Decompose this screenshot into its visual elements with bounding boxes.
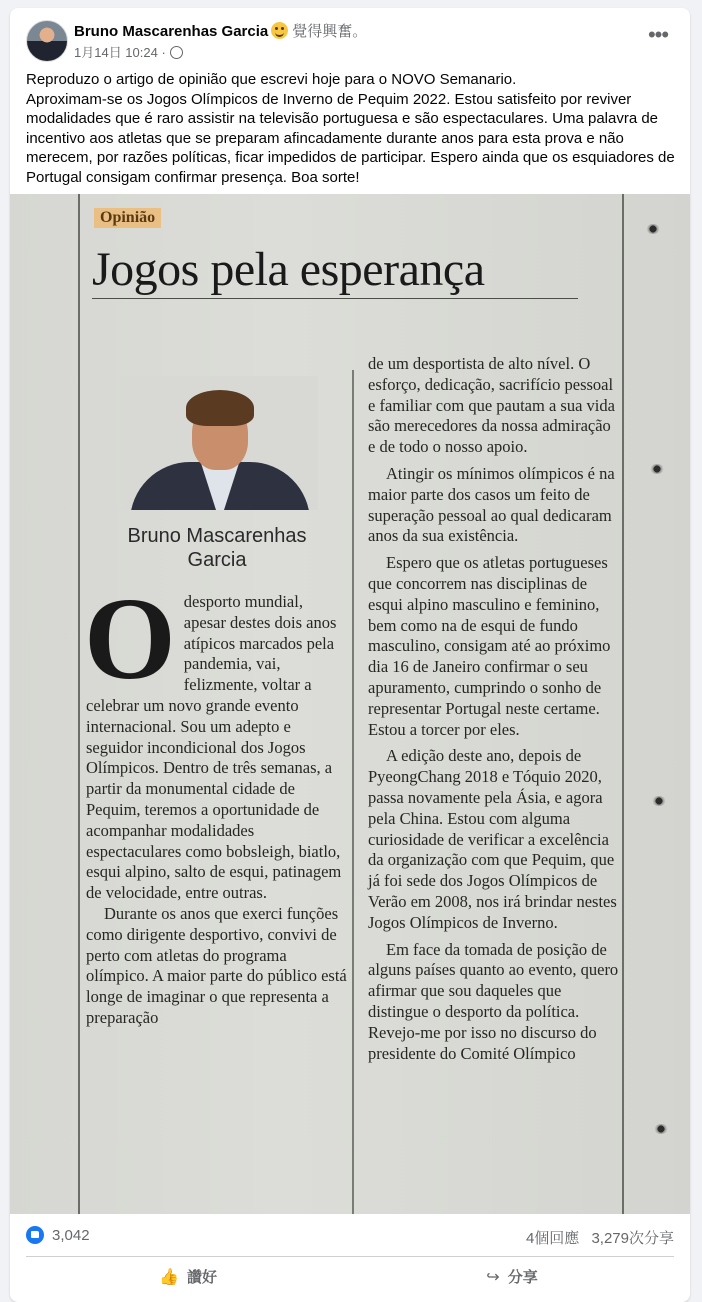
- author-name[interactable]: Bruno Mascarenhas Garcia: [74, 23, 269, 40]
- post-paragraph-2: Aproximam-se os Jogos Olímpicos de Inverno de Pequim 2022. Estou satisfeito por reviver modalidades que é raro assistir na televisão portuguesa e são espectaculares. Uma palavra de incentivo aos atletas que se preparam afincadamente durante anos para esta prova e não merecem, por razões políticas, ficar impedidos de participar. Espero ainda que os esquiadores de Portugal consigam confirmar presença. Boa sorte!: [26, 90, 675, 186]
- action-bar: [26, 1260, 674, 1296]
- article-paragraph: A edição deste ano, depois de PyeongChang 2018 e Tóquio 2020, passa novamente pela Ásia, e agora pela China. Estou com alguma curiosidade de verificar a excelência da organização com que Pequim, que já foi sede dos Jogos Olímpicos de Verão em 2008, nos irá brindar nestes Jogos Olímpicos de Inverno.: [368, 746, 617, 932]
- engagement-stats: [526, 1227, 674, 1248]
- article-column-right: [368, 354, 620, 1064]
- globe-icon: [170, 46, 183, 59]
- post-header: [10, 8, 690, 72]
- share-arrow-icon: ↪: [486, 1269, 500, 1286]
- article-byline: [86, 524, 348, 572]
- post-meta: [74, 42, 183, 61]
- article-headline: Jogos pela esperança: [92, 243, 485, 296]
- author-portrait: [122, 376, 318, 510]
- like-label: 讚好: [186, 1269, 217, 1286]
- share-label: 分享: [507, 1269, 538, 1286]
- staple-mark: [650, 464, 664, 474]
- share-count[interactable]: 3,279次分享: [591, 1230, 674, 1247]
- byline-first: Bruno Mascarenhas: [127, 525, 307, 547]
- headline-rule: [92, 298, 578, 299]
- article-paragraph: Durante os anos que exerci funções como dirigente desportivo, convivi de perto com atletas do programa olímpico. A maior parte do público está longe de imaginar o que representa a preparação: [86, 903, 347, 1027]
- meta-separator: ·: [161, 45, 166, 60]
- byline-last: Garcia: [187, 549, 247, 571]
- column-rule-center: [352, 370, 354, 1214]
- staple-mark: [654, 1124, 668, 1134]
- post-paragraph-1: Reproduzo o artigo de opinião que escrevi hoje para o NOVO Semanario.: [26, 71, 517, 88]
- article-paragraph: Em face da tomada de posição de alguns países quanto ao evento, quero afirmar que sou daqueles que distingue o desporto da política. Revejo-me por isso no discurso do presidente do Comité Olímpico: [368, 939, 619, 1063]
- action-divider: [26, 1256, 674, 1257]
- author-avatar[interactable]: [26, 20, 68, 62]
- article-column-left: [84, 573, 348, 1029]
- article-paragraph: Atingir os mínimos olímpicos é na maior parte dos casos um feito de superação pessoal ao qual dedicaram anos da sua existência.: [368, 463, 615, 546]
- share-button[interactable]: [350, 1260, 674, 1296]
- staple-mark: [646, 224, 660, 234]
- post-card: [10, 8, 690, 1302]
- article-paragraph: de um desportista de alto nível. O esforço, dedicação, sacrifício pessoal e familiar com que pautam a sua vida são merecedores da nossa admiração e de todo o nosso apoio.: [368, 354, 615, 457]
- column-rule-right: [622, 194, 624, 1214]
- staple-mark: [652, 796, 666, 806]
- comment-count[interactable]: 4個回應: [525, 1230, 580, 1247]
- author-line: [74, 20, 367, 41]
- grinning-emoji-icon: [271, 22, 288, 39]
- post-photo[interactable]: [10, 194, 690, 1214]
- column-rule-left: [78, 194, 80, 1214]
- article-paragraph: Espero que os atletas portugueses que concorrem nas disciplinas de esqui alpino masculino e feminino, bem como na de esqui de fundo masculino, consigam até ao próximo dia 16 de Janeiro confirmar o seu apuramento, cumprindo o sonho de representar Portugal neste certame. Estou a torcer por eles.: [368, 553, 611, 739]
- like-count[interactable]: 3,042: [52, 1227, 90, 1244]
- thumbs-up-icon: 👍: [159, 1269, 179, 1286]
- more-options-button[interactable]: •••: [647, 22, 669, 47]
- post-text: [26, 70, 682, 187]
- article-kicker: Opinião: [94, 208, 161, 228]
- feeling-text: 覺得興奮。: [292, 23, 368, 40]
- post-timestamp[interactable]: 1月14日 10:24: [74, 45, 158, 60]
- like-reaction-icon[interactable]: [26, 1226, 44, 1244]
- drop-cap: O: [84, 573, 176, 704]
- article-paragraph: desporto mundial, apesar destes dois anos atípicos marcados pela pandemia, vai, felizmente, voltar a celebrar um novo grande evento internacional. Sou um adepto e seguidor incondicional dos Jogos Olímpicos. Dentro de três semanas, a partir da monumental cidade de Pequim, teremos a oportunidade de acompanhar modalidades espectaculares como bobsleigh, biatlo, esqui alpino, salto de esqui, patinagem de velocidade, entre outras.: [86, 592, 342, 903]
- reactions-bar: [26, 1226, 674, 1246]
- like-button[interactable]: [26, 1260, 350, 1296]
